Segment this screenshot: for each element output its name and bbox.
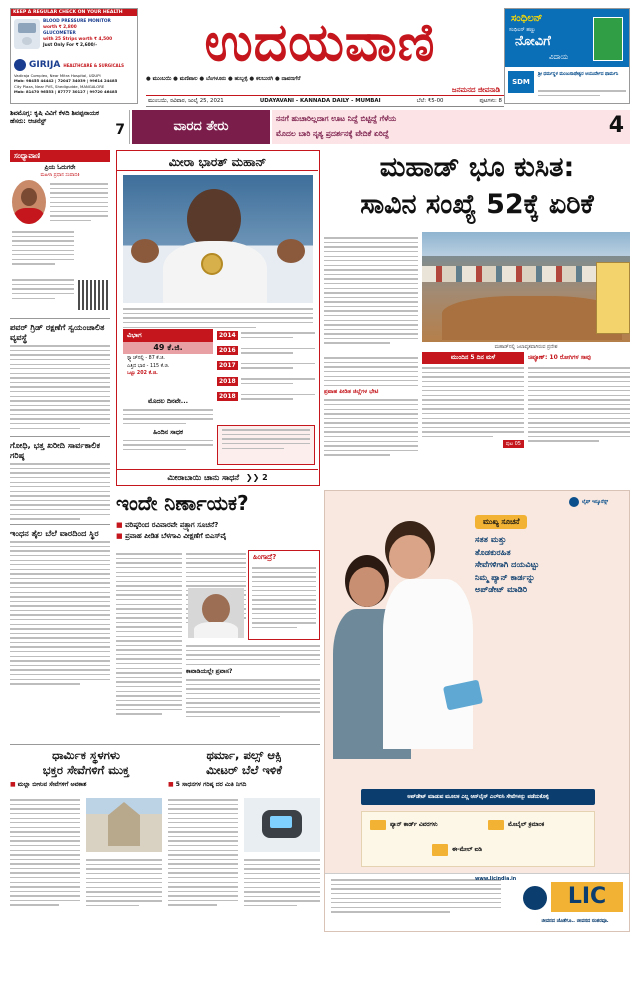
mirabai-photo	[123, 175, 313, 303]
mirabai-footer-page: 2	[262, 473, 268, 482]
qr-code-icon	[78, 280, 108, 310]
columnist-photo	[12, 180, 46, 224]
lic-msg1: ಸತತ ಮತ್ತು	[475, 534, 507, 544]
thermo-sub: 5 ಸಾಧನಗಳ ಗರಿಷ್ಠ ದರ ಮಿತಿ ನಿಗದಿ	[175, 781, 247, 788]
lic-msg2: ತೊಡಕುರಹಿತ	[475, 546, 511, 557]
timeline-item	[217, 329, 315, 341]
column-role: ಮಹಿಳಾ ಪ್ರಧಾನ ಸಂಪಾದಕಿ	[40, 173, 80, 178]
left-ad-addr4: Mob: 81470 96553 | 87777 30127 | 99720 46485	[14, 88, 118, 94]
mirabai-footer-arrow: ❯❯	[245, 473, 260, 482]
bsy-box-title: ಹಿಂಗಾದ್ರೆ?	[253, 553, 277, 561]
temple-photo	[86, 798, 162, 852]
lead-photo-caption: ಮಹಾಡ್‌ನಲ್ಲಿ ಜಲಾವೃತವಾಗಿರುವ ಪ್ರದೇಶ	[494, 345, 558, 350]
timeline-item	[217, 360, 315, 372]
left-ad-line5: with 25 Strips worth ₹ 4,500	[43, 37, 113, 42]
left-story-2[interactable]	[10, 440, 110, 522]
masthead-editions: ● ಮುಂಬಯಿ ● ಮಣಿಪಾಲ ● ಬೆಂಗಳೂರು ● ಹುಬ್ಬಳ್ಳಿ ● ಕಲಬುರಗಿ ● ದಾವಣಗೆರೆ	[146, 76, 301, 82]
lic-ad[interactable]	[324, 490, 630, 932]
bp-monitor-image	[14, 19, 40, 49]
left-story-2-headline: ಗೋಧಿ, ಭತ್ತ ಖರೀದಿ ಸಾರ್ವಕಾಲಿಕ ಗರಿಷ್ಠ	[10, 440, 101, 460]
thermo-headline2: ಮೀಟರ್ ಬೆಲೆ ಇಳಿಕೆ	[206, 763, 282, 777]
masthead-title: ಉದಯವಾಣಿ	[204, 13, 436, 73]
bsy-headline[interactable]: ಇಂದೇ ನಿರ್ಣಾಯಕ?	[116, 491, 249, 515]
lic-emblem-icon	[523, 886, 547, 910]
left-story-1-headline: ಪವರ್ ಗ್ರಿಡ್ ರಕ್ಷಣೆಗೆ ಸ್ವಯಂಚಾಲಿತ ವ್ಯವಸ್ಥೆ	[10, 322, 105, 342]
lead-sub1: ಮುಂದಿನ 5 ದಿನ ಮಳೆ	[422, 352, 524, 364]
mirabai-title: ಮೀರಾ ಭಾರತ್ ಮಹಾನ್	[168, 155, 267, 169]
mirabai-category: ವಿಭಾಗ	[123, 329, 213, 342]
timeline-year: 2016	[219, 347, 236, 355]
timeline-item	[217, 344, 315, 356]
column-header	[10, 150, 110, 162]
left-ad-line3: worth ₹ 2,800	[43, 25, 77, 30]
teaser-right-line1: ನನಗೆ ಹುಚಾರಿಲ್ಲದಾಗ ಊಟ ನಿದ್ದೆ ಬಿಟ್ಟಿದ್ದೆ ಗೆಳೆಯ	[276, 114, 397, 123]
lic-msg4: ನಿಮ್ಮ ಪ್ಯಾನ್ ಕಾರ್ಡನ್ನು	[475, 571, 535, 582]
timeline-year: 2017	[219, 362, 236, 370]
masthead-logo[interactable]	[142, 12, 498, 74]
bsy-sub2: ಪ್ರವಾಹ ಪೀಡಿತ ಬೆಳಗಾವಿ ವೀಕ್ಷಣೆಗೆ ಬಿಎಸ್‌ವೈ	[125, 532, 227, 540]
bullet-icon: ■	[116, 521, 123, 529]
left-ad-addr1: Vadiraja Complex, Near Mitra Hospital, UDUPI	[14, 73, 101, 78]
lic-msg5: ಅಪ್‌ಡೇಟ್ ಮಾಡಿರಿ	[475, 584, 528, 594]
left-ad-line6: Just Only For ₹ 2,600/-	[43, 43, 98, 48]
teaser-left[interactable]	[10, 110, 130, 144]
mirabai-snatch: ಸ್ನ್ಯಾಚ್‌ನಲ್ಲಿ - 87 ಕೆ.ಜಿ.	[127, 356, 165, 361]
mobile-icon	[488, 820, 504, 830]
medal-icon	[201, 253, 223, 275]
timeline-item	[217, 390, 315, 402]
lic-logo: LIC	[551, 882, 623, 912]
teaser-right-line2: ಮೊದಲ ಬಾರಿ ನೃತ್ಯ ಪ್ರದರ್ಶನಕ್ಕೆ ವೇದಿಕೆ ಏರಿದ್ದೆ	[276, 129, 389, 138]
timeline-year: 2018	[219, 393, 236, 401]
right-ad-line2: ನೋವಿಗೆ	[515, 34, 551, 49]
mirabai-weight-class: 49 ಕೆ.ಜಿ.	[123, 342, 213, 354]
lead-sub3: ಪ್ರವಾಹ ಪೀಡಿತ ಜಿಲ್ಲೆಗಳ ಭೇಟಿ	[324, 389, 379, 396]
teaser-center-text: ವಾರದ ತೇರು	[173, 119, 229, 134]
left-ad[interactable]	[10, 8, 138, 104]
lead-page-ref[interactable]: ಪುಟ 05	[503, 440, 524, 448]
lic-option-email-label: ಈ-ಮೇಲ್ ಐಡಿ	[452, 846, 482, 853]
left-story-1[interactable]	[10, 322, 110, 434]
lic-small-logo-icon	[569, 497, 579, 507]
temple-headline1: ಧಾರ್ಮಿಕ ಸ್ಥಳಗಳು	[52, 748, 120, 762]
left-ad-brand-sub: HEALTHCARE & SURGICALS	[63, 62, 125, 68]
mirabai-clean: ಎತ್ತಿದ ಭಾರ - 115 ಕೆ.ಜಿ.	[127, 364, 170, 369]
price: ಬೆಲೆ: ₹5-00	[416, 98, 444, 104]
page-count: ಪುಟಗಳು: 8	[479, 98, 502, 104]
mirabai-quote-box	[217, 425, 315, 465]
bsy-question: ಕಾವಾಡಿಯಲ್ಲೇ ಪ್ರವಾಸ?	[186, 668, 233, 676]
bsy-photo	[188, 588, 244, 638]
timeline-year: 2018	[219, 377, 236, 385]
edition-label: UDAYAVANI - KANNADA DAILY - MUMBAI	[259, 98, 381, 104]
left-ad-line4: GLUCOMETER	[43, 31, 76, 36]
lic-option-pan[interactable]	[370, 820, 438, 830]
thermo-headline1: ಥರ್ಮಾ, ಪಲ್ಸ್ ಆಕ್ಸಿ	[206, 748, 282, 762]
mirabai-box[interactable]	[116, 150, 320, 486]
lead-headline-line2: ಸಾವಿನ ಸಂಖ್ಯೆ 52ಕ್ಕೆ ಏರಿಕೆ	[360, 189, 594, 220]
teaser-right-page: 4	[608, 113, 624, 138]
lead-photo	[422, 232, 630, 342]
left-story-3[interactable]	[10, 528, 110, 740]
bullet-icon: ■	[168, 781, 174, 788]
girija-logo-icon	[14, 59, 26, 71]
sdm-logo: SDM	[508, 71, 534, 93]
lic-option-mobile[interactable]	[488, 820, 544, 830]
left-ad-line1: KEEP A REGULAR CHECK ON YOUR HEALTH	[11, 9, 137, 16]
right-ad-brand: ಸಂಧಿಲನ್	[511, 13, 543, 24]
mirabai-motto: ಮೊದಲ ದಿನವೇ...	[147, 397, 189, 405]
teaser-center[interactable]	[132, 110, 270, 144]
product-pack-image	[593, 17, 623, 61]
left-ad-addr2: Mob: 98455 44442 | 72047 34039 | 99614 24485	[14, 78, 118, 84]
masthead-tagline: ಜನಮನದ ಜೀವನಾಡಿ	[451, 86, 500, 94]
lic-chip: ಮುಖ್ಯ ಸೂಚನೆ	[475, 515, 527, 529]
temple-sub: ಮಲ್ಲಾ ಬೀಳುವ ಸೇವೆಗಳಿಗೆ ಅವಕಾಶ	[17, 781, 87, 788]
teaser-right[interactable]	[272, 110, 630, 144]
lic-website[interactable]: www.licindia.in	[475, 877, 517, 882]
left-story-3-headline: ಇಂಧನ ತೈಲ ಬೆಲೆ ವಾರದಿಂದ ಸ್ಥಿರ	[10, 528, 99, 538]
bullet-icon: ■	[10, 781, 16, 788]
dateline: ಮುಂಬಯಿ, ರವಿವಾರ, ಜುಲೈ 25, 2021	[148, 98, 224, 104]
column-title: ಸಂಧ್ಯಾವಾಣಿ	[14, 152, 40, 160]
timeline-year: 2014	[219, 331, 236, 339]
left-ad-brand: GIRIJA	[29, 60, 61, 70]
lic-brand-sub: ಲೈಫ್ ಇನ್ಶೂರೆನ್ಸ್	[582, 500, 609, 505]
temple-story[interactable]	[10, 748, 162, 934]
right-ad-line3: ವಿದಾಯ	[549, 53, 569, 61]
bsy-sub1: ವರಿಷ್ಠರಿಂದ ರವಿವಾರವೇ ಪತ್ರ್ಯಾಗ ಸೂಚನೆ?	[125, 521, 219, 529]
teaser-left-text: ಶಿವಮೊಗ್ಗ: ಕೃಷಿ ವಿವಿಗೆ ಕೆಳದಿ ಶಿವಪ್ಪನಾಯಕ ಹೆಸರು: ಆಚನೆಸ್ಟ್	[10, 110, 99, 126]
left-ad-line2: BLOOD PRESSURE MONITOR	[43, 19, 111, 24]
thermo-story[interactable]	[168, 748, 320, 934]
mirabai-footer: ಮೀರಾಬಾಯಿ ಚಾನು ಸಾಧನೆ	[167, 473, 240, 482]
lead-headline[interactable]	[324, 150, 630, 230]
oximeter-photo	[244, 798, 320, 852]
mirabai-hindi-label: ಹಿಂದಿನ ಸಾಧಕ	[153, 427, 183, 436]
lic-option-email[interactable]	[432, 844, 482, 856]
teaser-left-page: 7	[115, 122, 125, 138]
mirabai-total: ಒಟ್ಟು 202 ಕೆ.ಜಿ.	[127, 371, 158, 376]
lic-band: ಅಪ್‌ಡೇಟ್ ಮಾಡುವ ಮೂಲಕ ಎಲ್ಲ ಆನ್‌ಲೈನ್ ಎಲ್‌ಐಸಿ ಸೇವೆಗಳನ್ನು ಪಡೆದುಕೊಳ್ಳಿ	[361, 789, 595, 805]
right-ad-line1: ಸಂಧಿಲನ್ ಹಣ್ಣು	[509, 27, 536, 33]
left-ad-addr3: City Plaza, Near PVS, Shedigudde, MANGALORE	[14, 83, 105, 89]
column-author: ಪ್ರಿಯ ಓದುಗರೇ	[44, 164, 76, 171]
lic-tagline: ಜೀವನದ ಜೊತೆಗೂ.. ಜೀವನದ ನಂತರವೂ.	[541, 919, 609, 924]
lic-option-pan-label: ಪ್ಯಾನ್ ಕಾರ್ಡ್ ವಿವರಗಳು	[390, 821, 438, 828]
temple-headline2: ಭಕ್ತರ ಸೇವೆಗಳಿಗೆ ಮುಕ್ತ	[42, 763, 130, 777]
lead-headline-line1: ಮಹಾಡ್ ಭೂ ಕುಸಿತ:	[379, 152, 575, 183]
bullet-icon: ■	[116, 532, 123, 540]
lic-msg3: ಸೇವೆಗಳಿಗಾಗಿ ದಯವಿಟ್ಟು	[475, 559, 540, 569]
timeline-item	[217, 375, 315, 387]
right-ad-sdm-sub: ಶ್ರೀ ಧರ್ಮಸ್ಥಳ ಮಂಜುನಾಥೇಶ್ವರ ಆಯುರ್ವೇದ ಫಾರ್ಮಸಿ	[538, 72, 619, 77]
pan-card-icon	[370, 820, 386, 830]
email-icon	[432, 844, 448, 856]
lead-sub2: ಚಿಪ್ಳೂಣ್: 10 ರೋಗಿಗಳ ಸಾವು	[528, 354, 591, 361]
lic-option-mobile-label: ಮೊಬೈಲ್ ಕ್ರಮಾಂಕ	[508, 821, 545, 828]
right-ad[interactable]	[504, 8, 630, 104]
